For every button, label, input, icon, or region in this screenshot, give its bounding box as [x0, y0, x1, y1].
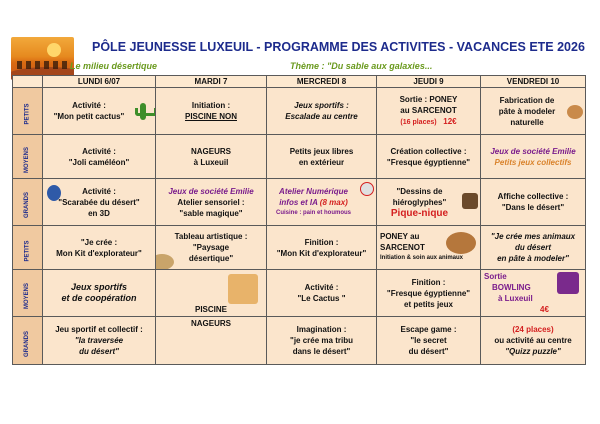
activity-cell: Jeux sportifs et de coopération [43, 270, 156, 317]
activity-cell: Atelier Numérique infos et IA (8 max) Cuisine : pain et houmous [267, 179, 377, 226]
page-subtitle: Le milieu désertique [70, 61, 158, 71]
activity-cell: PONEY au SARCENOT Initiation & soin aux animaux [377, 226, 481, 270]
explorer-icon [462, 193, 478, 209]
activity-cell: Initiation : PISCINE NON [156, 88, 267, 135]
computer-icon [360, 182, 374, 196]
page-title: PÔLE JEUNESSE LUXEUIL - PROGRAMME DES ACTIVITES - VACANCES ETE 2026 [92, 40, 585, 54]
activity-cell: Jeux de société Emilie Atelier sensoriel : "sable magique" [156, 179, 267, 226]
table-row [13, 317, 586, 365]
activity-cell: Imagination : "je crée ma tribu dans le désert" [267, 317, 377, 365]
activity-cell: Tableau artistique : "Paysage désertique" [156, 226, 267, 270]
activity-cell: Affiche collective : "Dans le désert" [481, 179, 586, 226]
group-label: GRANDS [13, 317, 43, 365]
desert-cactus-icon [228, 274, 258, 304]
camel-icon [567, 105, 583, 119]
table-row [13, 270, 586, 317]
activity-cell: Jeux de société Emilie Petits jeux collectifs [481, 135, 586, 179]
desert-banner-image [11, 37, 74, 80]
theme-label: Thème : "Du sable aux galaxies... [290, 61, 433, 71]
activity-cell: "Dessins de hiéroglyphes" Pique-nique [377, 179, 481, 226]
activity-cell: PISCINE [156, 270, 267, 317]
nageurs-label: NAGEURS [190, 319, 231, 328]
activity-cell: Sortie BOWLING à Luxeuil 4€ [481, 270, 586, 317]
day-header-tuesday: MARDI 7 [156, 76, 267, 88]
header-corner [13, 76, 43, 88]
table-row [13, 179, 586, 226]
day-header-friday: VENDREDI 10 [481, 76, 586, 88]
table-row [13, 226, 586, 270]
cactus-icon [133, 100, 153, 122]
activity-cell: Sortie : PONEY au SARCENOT (16 places) 12€ [377, 88, 481, 135]
activity-cell: Jeux sportifs : Escalade au centre [267, 88, 377, 135]
day-header-monday: LUNDI 6/07 [43, 76, 156, 88]
activity-cell: Activité : "Scarabée du désert" en 3D [43, 179, 156, 226]
activity-cell: Finition : "Mon Kit d'explorateur" [267, 226, 377, 270]
activity-cell: "Je crée mes animaux du désert en pâte à modeler" [481, 226, 586, 270]
activity-cell: Finition : "Fresque égyptienne" et petits jeux [377, 270, 481, 317]
pony-icon [446, 232, 476, 254]
activity-cell [156, 317, 267, 365]
bowling-icon [557, 272, 579, 294]
explorer-hat-icon [156, 254, 175, 270]
group-label: MOYENS [13, 270, 43, 317]
activity-cell: Activité : "Joli caméléon" [43, 135, 156, 179]
day-header-row [13, 76, 586, 88]
activity-cell: Escape game : "le secret du désert" [377, 317, 481, 365]
group-label: PETITS [13, 226, 43, 270]
activity-cell: Fabrication de pâte à modeler naturelle [481, 88, 586, 135]
activity-cell: Petits jeux libres en extérieur [267, 135, 377, 179]
scarab-icon [47, 185, 61, 201]
group-label: PETITS [13, 88, 43, 135]
table-row [13, 88, 586, 135]
activity-cell: NAGEURS à Luxeuil [156, 135, 267, 179]
table-row [13, 135, 586, 179]
activity-schedule-table [12, 75, 586, 365]
activity-cell: (24 places) ou activité au centre "Quizz puzzle" [481, 317, 586, 365]
group-label: GRANDS [13, 179, 43, 226]
activity-cell: Activité : "Mon petit cactus" [43, 88, 156, 135]
group-label: MOYENS [13, 135, 43, 179]
activity-cell: Activité : "Le Cactus " [267, 270, 377, 317]
activity-cell: "Je crée : Mon Kit d'explorateur" [43, 226, 156, 270]
activity-cell: Création collective : "Fresque égyptienne" [377, 135, 481, 179]
day-header-thursday: JEUDI 9 [377, 76, 481, 88]
activity-cell: Jeu sportif et collectif : "la traversée du désert" [43, 317, 156, 365]
day-header-wednesday: MERCREDI 8 [267, 76, 377, 88]
